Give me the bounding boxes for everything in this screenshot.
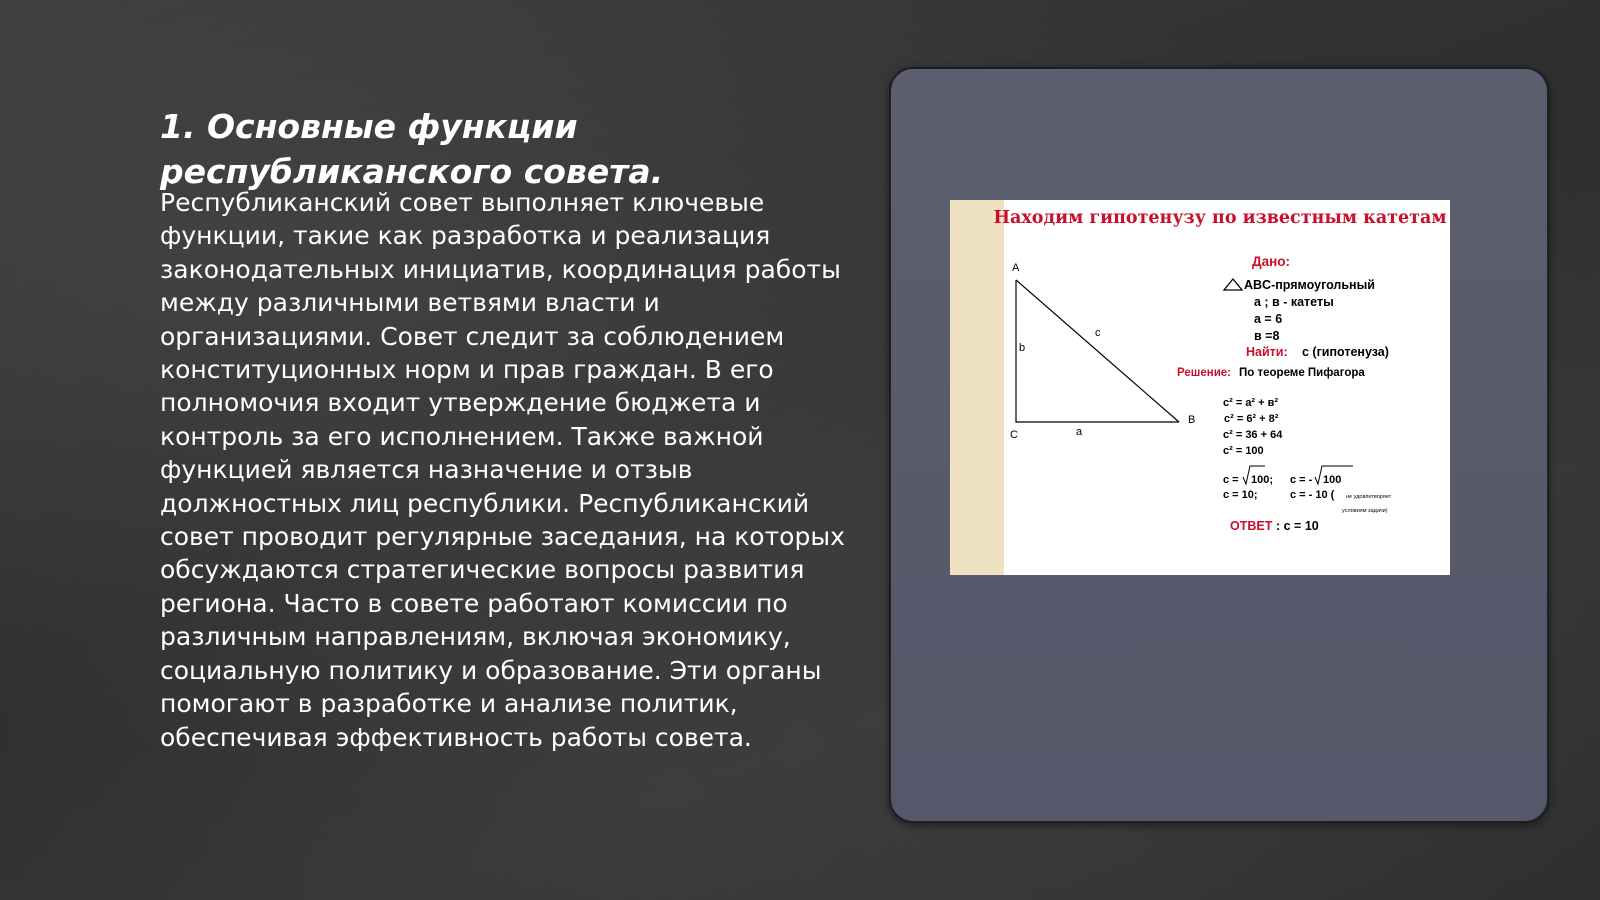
answer-label: ОТВЕТ [1230,519,1273,533]
result-2: с = - 10 ( [1290,489,1335,501]
given-line-4: в =8 [1254,329,1280,343]
slide-body-text: Республиканский совет выполняет ключевые функции, такие как разработка и реализация законодательных инициатив, координация работы между различными ветвями власти и организациями. Совет следит за соблюдением конституционных норм и прав граждан. В его полномочия входит утверждение бюджета и контроль за его исполнением. Также важной функцией является назначение и отзыв должностных лиц республики. Республиканский совет проводит регулярные заседания, на которых обсуждаются стратегические вопросы развития региона. Часто в совете работают комиссии по различным направлениям, включая экономику, социальную политику и образование. Эти органы помогают в разработке и анализе политик, обеспечивая эффективность работы совета. [160,188,845,752]
given-line-1: ABC-прямоугольный [1244,278,1375,292]
given-line-3: а = 6 [1254,312,1283,326]
side-b-label: b [1019,342,1026,354]
step-1: с² = а² + в² [1223,397,1279,409]
margin-strip [950,200,1004,575]
given-line-2: а ; в - катеты [1254,295,1334,309]
answer-value: : с = 10 [1276,519,1319,533]
result-1: с = 10; [1223,489,1258,501]
vertex-a-label: A [1012,262,1020,274]
find-value: с (гипотенуза) [1302,345,1389,359]
triangle-icon [1224,279,1242,290]
result-2-note-1: не удовлетворяет [1346,494,1392,500]
step-3: с² = 36 + 64 [1223,429,1283,441]
result-2-note-2: условиям задачи) [1342,508,1388,514]
root-2-prefix: с = - [1290,474,1313,486]
vertex-b-label: B [1188,414,1196,426]
slide-title: 1. Основные функции республиканского совета. [160,107,664,191]
solution-label: Решение: [1177,367,1232,379]
side-c-label: c [1095,327,1101,339]
vertex-c-label: C [1010,429,1018,441]
root-1-value: 100; [1251,474,1274,486]
step-2: с² = 6² + 8² [1224,413,1279,425]
root-1-prefix: с = [1223,474,1239,486]
side-a-label: a [1076,426,1083,438]
math-heading: Находим гипотенузу по известным катетам [993,208,1447,228]
triangle-hypotenuse [1016,280,1179,422]
find-label: Найти: [1246,345,1288,359]
math-slide-svg [950,200,1450,575]
step-4: с² = 100 [1223,445,1264,457]
given-label: Дано: [1252,254,1291,269]
math-slide-image [950,200,1450,575]
root-2-value: 100 [1323,474,1342,486]
solution-value: По теореме Пифагора [1239,367,1365,379]
